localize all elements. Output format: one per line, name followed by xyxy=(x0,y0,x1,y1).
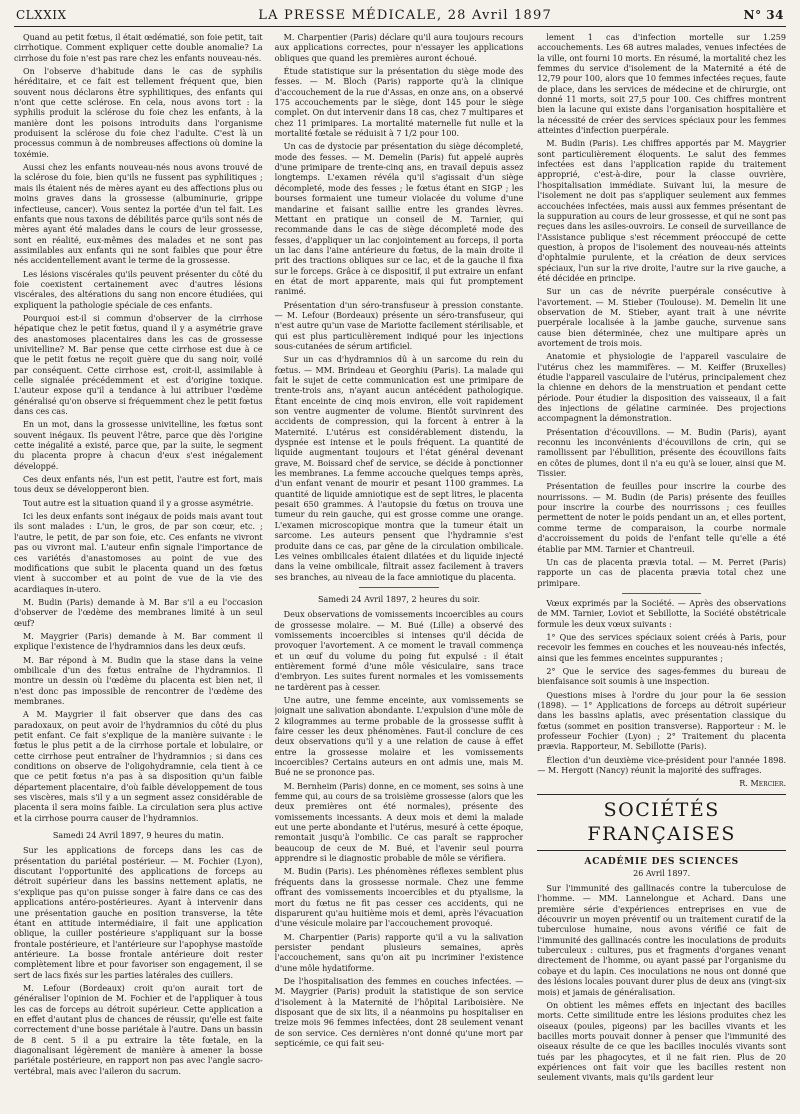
author-signature: R. Mercier. xyxy=(739,779,787,789)
paragraph: Un cas de dystocie par présentation du siège décompleté, mode des fesses. — M. Demelin (Paris) fut appelé auprès d'une primipare de trente-cinq ans, en travail depuis assez longtemps. L'examen révéla qu'il s'agissait d'un siège décompleté, mode des fesses ; le fœtus étant en SIGP ; les bourses formaient une tumeur violacée du volume d'une mandarine et faisant saillie entre les grandes lèvres. Mettant en pratique un conseil de M. Tarnier, qui recommande dans le cas de siège décompleté mode des fesses, d'appliquer un lac conjointement au forceps, il porta un lac dans l'aine antérieure du fœtus, de la main droite il prit des tractions obliques sur ce lac, et de la gauche il fixa sur le forceps. Grâce à ce dispositif, il put extraire un enfant en état de mort apparente, mais qui fut promptement ranimé. xyxy=(274,142,524,297)
session-date: Samedi 24 Avril 1897, 9 heures du matin. xyxy=(52,830,224,841)
paragraph: M. Budin (Paris). Les phénomènes réflexes semblent plus fréquents dans la grossesse normale. Chez une femme offrant des vomissements incoercibles et du ptyalisme, la mort du fœtus ne fit pas cesser ces accidents, qui ne disparurent qu'au huitième mois et demi, après l'évacuation d'une vésicule molaire par l'accouchement provoqué. xyxy=(274,867,524,929)
paragraph: De l'hospitalisation des femmes en couches infectées. — M. Maygrier (Paris) produit la statistique de son service d'isolement à la Maternité de l'hôpital Lariboisière. Ne disposant que de six lits, il a néanmoins pu hospitaliser en treize mois 96 femmes infectées, dont 28 seulement venant de son service. Ces dernières n'ont donné qu'une mort par septicémie, ce qui fait seu- xyxy=(274,976,524,1048)
paragraph: On obtient les mêmes effets en injectant des bacilles morts. Cette similitude entre les lésions produites chez les oiseaux (poules, pigeons) par les bacilles vivants et les bacilles morts pouvait donner à penser que l'immunité des oiseaux résulte de ce que les bacilles inoculés vivants sont tués par les phagocytes, et il ne fait rien. Plus de 20 expériences ont fait voir que les bacilles restent non seulement vivants, mais qu'ils gardent leur xyxy=(537,1000,787,1083)
paragraph: Présentation d'écouvillons. — M. Budin (Paris), ayant reconnu les inconvénients d'écouvillons de crin, qui se ramollissent par l'ébullition, présente des écouvillons faits en côtes de plumes, dont il n'a eu qu'à se louer, ainsi que M. Tissier. xyxy=(537,427,787,479)
paragraph: Les lésions viscérales qu'ils peuvent présenter du côté du foie coexistent certainement avec d'autres lésions viscérales, des altérations du sang non encore étudiées, qui expliquent la pathologie spéciale de ces enfants. xyxy=(14,269,263,310)
paragraph: Vœux exprimés par la Société. — Après des observations de MM. Tarnier, Loviot et Sebillotte, la Société obstétricale formule les deux vœux suivants : xyxy=(537,598,787,629)
paragraph: Anatomie et physiologie de l'appareil vasculaire de l'utérus chez les mammifères. — M. Keiffer (Bruxelles) étudie l'appareil vasculaire de l'utérus, principalement chez la chienne en dehors de la menstruation et pendant cette période. Pour étudier la disposition des vaisseaux, il a fait des injections de gélatine carminée. Des projections accompagnent la démonstration. xyxy=(537,352,787,424)
paragraph: lement 1 cas d'infection mortelle sur 1.259 accouchements. Les 68 autres malades, venues infectées de la ville, ont fourni 10 morts. En résumé, la mortalité chez les femmes du service d'isolement de la Maternité a été de 12,79 pour 100, alors que 10 femmes infectées reçues, faute de place, dans les services de médecine et de chirurgie, ont donné 11 morts, soit 27,5 pour 100. Ces chiffres montrent bien la lacune qui existe dans l'organisation hospitalière et la nécessité de créer des services spéciaux pour les femmes atteintes d'infection puerpérale. xyxy=(537,33,787,136)
paragraph: Pourquoi est-il si commun d'observer de la cirrhose hépatique chez le petit fœtus, quand il y a asymétrie grave des anastomoses placentaires dans les cas de grossesse univitelline? M. Bar pense que cette cirrhose est due à ce que le petit fœtus ne reçoit guère que du sang noir, voilé par conséquent. Cette cirrhose est, croit-il, assimilable à celle signalée précédemment et est d'origine toxique. L'auteur expose qu'il a tendance à lui attribuer l'œdème généralisé qu'on observe si fréquemment chez le petit fœtus dans ces cas. xyxy=(14,313,263,417)
paragraph: Sur un cas d'hydramnios dû à un sarcome du rein du fœtus. — MM. Brindeau et Georghiu (Paris). La malade qui fait le sujet de cette communication est une primipare de trente-trois ans, n'ayant aucun antécédent pathologique. Étant enceinte de cinq mois environ, elle voit rapidement son ventre augmenter de volume. Bientôt survinrent des accidents de compression, qui la forcent à entrer à la Maternité. L'utérus est considérablement distendu, la dyspnée est intense et le pouls fréquent. La quantité de liquide augmentant toujours et l'état général devenant grave, M. Boissard chef de service, se décide à ponctionner les membranes. La femme accouche quelques temps après, d'un enfant venant de mourir et pesant 1100 grammes. La quantité de liquide amniotique est de sept litres, le placenta pesait 650 grammes. À l'autopsie du fœtus on trouva une tumeur du rein gauche, qui est grosse comme une orange. L'examen microscopique montra que la tumeur était un sarcome. Les auteurs pensent que l'hydramnie s'est produite dans ce cas, par gêne de la circulation ombilicale. Les veines ombilicales étaient dilatées et du liquide injecté dans la veine ombilicale, filtrait assez facilement à travers ses branches, au niveau de la face amniotique du placenta. xyxy=(274,355,524,582)
journal-title: LA PRESSE MÉDICALE, 28 Avril 1897 xyxy=(258,8,552,23)
paragraph: En un mot, dans la grossesse univitelline, les fœtus sont souvent inégaux. Ils peuvent l'être, parce que dès l'origine cette inégalité a existé, parce que, par la suite, le segment du placenta propre à chacun d'eux s'est inégalement développé. xyxy=(14,420,263,471)
paragraph: Quand au petit fœtus, il était œdématié, son foie petit, tait cirrhotique. Comment expliquer cette double anomalie? La cirrhose du foie n'est pas rare chez les enfants nouveau-nés. xyxy=(14,33,263,63)
column-3 xyxy=(535,33,786,1105)
section-rule xyxy=(537,794,786,795)
paragraph: Sur un cas de névrite puerpérale consécutive à l'avortement. — M. Stieber (Toulouse). M. Demelin lit une observation de M. Stieber, ayant trait à une névrite puerpérale localisée à la jambe gauche, survenue sans cause bien déterminée, chez une multipare après un avortement de trois mois. xyxy=(537,287,787,348)
paragraph: Aussi chez les enfants nouveau-nés nous avons trouvé de la sclérose du foie, bien qu'ils ne fussent pas syphilitiques ; mais ils étaient nés de mères ayant eu des affections plus ou moins graves dans la grossesse (albuminurie, grippe infectieuse, cancer). Vous sentez la portée d'un tel fait. Les enfants que nous taxons de débilités parce qu'ils sont nés de mères ayant été malades dans le cours de leur grossesse, sont en réalité, eux-mêmes des malades et ne sont pas assimilables aux enfants qui ne sont faibles que pour être nés accidentellement avant le terme de la grossesse. xyxy=(14,163,263,266)
session-date: Samedi 24 Avril 1897, 2 heures du soir. xyxy=(318,593,480,604)
paragraph: Élection d'un deuxième vice-président pour l'année 1898. — M. Hergott (Nancy) réunit la majorité des suffrages. xyxy=(537,755,787,776)
paragraph: 1° Que des services spéciaux soient créés à Paris, pour recevoir les femmes en couches et les nouveau-nés infectés, ainsi que les femmes enceintes suppurantes ; xyxy=(537,632,787,663)
paragraph: M. Charpentier (Paris) déclare qu'il aura toujours recours aux applications correctes, pour n'essayer les applications obliques que quand les premières auront échoué. xyxy=(274,33,524,63)
paragraph: M. Lefour (Bordeaux) croit qu'on aurait tort de généraliser l'opinion de M. Fochier et de l'appliquer à tous les cas de forceps au détroit supérieur. Cette application a en effet d'autant plus de chances de réussir, qu'elle est faite correctement d'une bosse pariétale à l'autre. Dans un bassin de 8 cent. 5 il a pu extraire la tête fœtale, en la diagonalisant légèrement de manière à amener la bosse pariétale postérieure, en rapport non pas avec l'angle sacro-vertébral, mais avec l'aileron du sacrum. xyxy=(14,983,263,1076)
paragraph: Étude statistique sur la présentation du siège mode des fesses. — M. Bloch (Paris) rapporte qu'à la clinique d'accouchement de la rue d'Assas, en onze ans, on a observé 175 accouchements par le siège, dont 145 pour le siège complet. On dut intervenir dans 18 cas, chez 7 multipares et chez 11 primipares. La mortalité maternelle fut nulle et la mortalité fœtale se réduisit à 7 1/2 pour 100. xyxy=(274,67,524,139)
issue-number: N° 34 xyxy=(743,8,784,22)
paragraph: M. Charpentier (Paris) rapporte qu'il a vu la salivation persister pendant plusieurs semaines, après l'accouchement, sans qu'on ait pu incriminer l'existence d'une môle hydatiforme. xyxy=(274,932,524,973)
paragraph: Tout autre est la situation quand il y a grosse asymétrie. xyxy=(23,498,254,508)
column-1 xyxy=(14,33,263,1105)
paragraph: Présentation d'un séro-transfuseur à pression constante. — M. Lefour (Bordeaux) présente un séro-transfuseur, qui n'est autre qu'un vase de Mariotte facilement stérilisable, et qui est plus particulièrement indiqué pour les injections sous-cutanées de sérum artificiel. xyxy=(274,300,524,351)
paragraph: 2° Que le service des sages-femmes du bureau de bienfaisance soit soumis à une inspection. xyxy=(537,666,787,687)
paragraph: Deux observations de vomissements incoercibles au cours de grossesse molaire. — M. Bué (Lille) a observé des vomissements incoercibles si intenses qu'il décida de provoquer l'avortement. A ce moment le travail commença et un œuf du volume du poing fut expulsé : il était entièrement formé d'une môle vésiculaire, sans trace d'embryon. Les suites furent normales et les vomissements ne tardèrent pas à cesser. xyxy=(274,610,524,692)
separator-rule xyxy=(622,593,702,594)
paragraph: On l'observe d'habitude dans le cas de syphilis héréditaire, et ce fait est tellement fréquent que, bien souvent nous déclarons être syphilitiques, des enfants qui n'ont que cette sclérose. En cela, nous avons tort : la syphilis produit la sclérose du foie chez les enfants, à la manière dont les poisons introduits dans l'organisme produisent la sclérose du foie chez l'adulte. C'est là un processus commun à de nombreuses affections où domine la toxémie. xyxy=(14,67,263,159)
paragraph: A M. Maygrier il fait observer que dans des cas paradoxaux, on peut avoir de l'hydramnios du côté du plus petit enfant. Ce fait s'explique de la manière suivante : le fœtus le plus petit a de la cirrhose portale et lobulaire, or cette cirrhose peut entraîner de l'hydramnios ; si dans ces conditions on observe de l'oligohydramnie, cela tient à ce que ce petit fœtus n'a pas à sa disposition qu'un faible département placentaire, d'où faible développement de tous ses viscères, mais s'il y a un segment assez considérable de placenta il sera moins faible. La circulation sera plus active et la cirrhose pourra causer de l'hydramnios. xyxy=(14,710,263,823)
paragraph: Sur les applications de forceps dans les cas de présentation du pariétal postérieur. — M. Fochier (Lyon), discutant l'opportunité des applications de forceps au détroit supérieur dans les bassins nettement aplatis, ne s'explique pas qu'on puisse songer à faire dans ce cas des applications antéro-postérieures. Ayant à intervenir dans une présentation gauche en position transverse, la tête étant en attitude intermédiaire, il fait une application oblique, la cuiller postérieure s'appliquant sur la bosse frontale postérieure, et l'antérieure sur l'apophyse mastoïde antérieure. La bosse frontale antérieure doit rester complètement libre et pour favoriser son engagement, il se sert de lacs fixés sur les parties latérales des cuillers. xyxy=(14,846,263,980)
academy-date: 26 Avril 1897. xyxy=(633,868,691,878)
separator-rule xyxy=(359,587,439,588)
paragraph: M. Maygrier (Paris) demande à M. Bar comment il explique l'existence de l'hydramnios dans les deux œufs. xyxy=(14,631,263,652)
running-head xyxy=(14,8,786,27)
paragraph: Ces deux enfants nés, l'un est petit, l'autre est fort, mais tous deux se développeront bien. xyxy=(14,475,263,495)
academy-heading: ACADÉMIE DES SCIENCES xyxy=(584,856,739,867)
paragraph: M. Bar répond à M. Budin que la stase dans la veine ombilicale d'un des fœtus entraîne de l'hydramnios. Il montre un dessin où l'œdème du placenta est bien net, il n'est donc pas impossible de rencontrer de l'œdème des membranes. xyxy=(14,655,263,706)
paragraph: M. Budin (Paris) demande à M. Bar s'il a eu l'occasion d'observer de l'œdème des membranes limité à un seul œuf? xyxy=(14,597,263,628)
text-columns xyxy=(14,33,786,1105)
paragraph: Questions mises à l'ordre du jour pour la 6e session (1898). — 1° Applications de forceps au détroit supérieur dans les bassins aplatis, avec présentation classique du fœtus (sommet en position transverse). Rapporteur : M. le professeur Fochier (Lyon) ; 2° Traitement du placenta prævia. Rapporteur, M. Sebillotte (Paris). xyxy=(537,690,787,752)
section-banner: SOCIÉTÉS FRANÇAISES xyxy=(587,798,736,845)
paragraph: Sur l'immunité des gallinacés contre la tuberculose de l'homme. — MM. Lannelongue et Achard. Dans une première série d'expériences entreprises en vue de découvrir un moyen préventif ou un traitement curatif de la tuberculose humaine, nous avons vérifié ce fait de l'immunité des gallinacés contre les inoculations de produits tuberculeux : cultures, pus et fragments d'organes venant directement de l'homme, ou ayant passé par l'organisme du cobaye et du lapin. Ces inoculations ne nous ont donné que des lésions locales pouvant durer plus de deux ans (vingt-six mois) et jamais de généralisation. xyxy=(537,884,787,997)
paragraph: Un cas de placenta prævia total. — M. Perret (Paris) rapporte un cas de placenta prævia total chez une primipare. xyxy=(537,557,787,588)
section-rule xyxy=(537,850,786,851)
paragraph: Présentation de feuilles pour inscrire la courbe des nourrissons. — M. Budin (de Paris) présente des feuilles pour inscrire la courbe des nourrissons ; ces feuilles permettent de noter le poids pendant un an, et elles portent, comme terme de comparaison, la courbe normale d'accroissement du poids de l'enfant telle qu'elle a été établie par MM. Tarnier et Chantreuil. xyxy=(537,482,787,554)
column-2 xyxy=(275,33,524,1105)
page-label: CLXXIX xyxy=(16,8,67,22)
paragraph: Ici les deux enfants sont inégaux de poids mais avant tout ils sont malades : L'un, le gros, de par son cœur, etc. ; l'autre, le petit, de par son foie, etc. Ces enfants ne vivront pas ou vivront mal. L'auteur enfin signale l'importance de ces variétés d'anastomoses au point de vue des modifications que subit le placenta quand un des fœtus vient à succomber et au point de vue de la vie des acardiaques in-utero. xyxy=(14,512,263,594)
paragraph: M. Budin (Paris). Les chiffres apportés par M. Maygrier sont particulièrement éloquents. Le salut des femmes infectées est dans l'application rapide du traitement approprié, c'est-à-dire, pour la classe ouvrière, l'hospitalisation immédiate. Suivant lui, la mesure de l'isolement ne doit pas s'appliquer seulement aux femmes accouchées infectées, mais aussi aux femmes présentant de la suppuration au cours de leur grossesse, et qui ne sont pas reçues dans les asiles-ouvroirs. Le conseil de surveillance de l'Assistance publique s'est récemment préoccupé de cette question, à propos de l'isolement des nouveau-nés atteints d'ophtalmie purulente, et la création de deux services spéciaux, l'un sur la rive droite, l'autre sur la rive gauche, a été décidée en principe. xyxy=(537,139,787,283)
paragraph: Une autre, une femme enceinte, aux vomissements se joignait une salivation abondante. L'expulsion d'une môle de 2 kilogrammes au terme probable de la grossesse suffit à faire cesser les deux phénomènes. Faut-il conclure de ces deux observations qu'il y a une relation de cause à effet entre la grossesse molaire et les vomissements incoercibles? Certains auteurs en ont admis une, mais M. Bué ne se prononce pas. xyxy=(274,695,524,778)
paragraph: M. Bernheim (Paris) donne, en ce moment, ses soins à une femme qui, au cours de sa troisième grossesse (alors que les deux premières ont été normales), présente des vomissements incessants. A deux mois et demi la malade eut une perte abondante et l'utérus, mesuré à cette époque, remontait jusqu'à l'ombilic. Ce cas paraît se rapprocher beaucoup de ceux de M. Bué, et l'avenir seul pourra apprendre si le diagnostic probable de môle se vérifiera. xyxy=(274,781,524,864)
